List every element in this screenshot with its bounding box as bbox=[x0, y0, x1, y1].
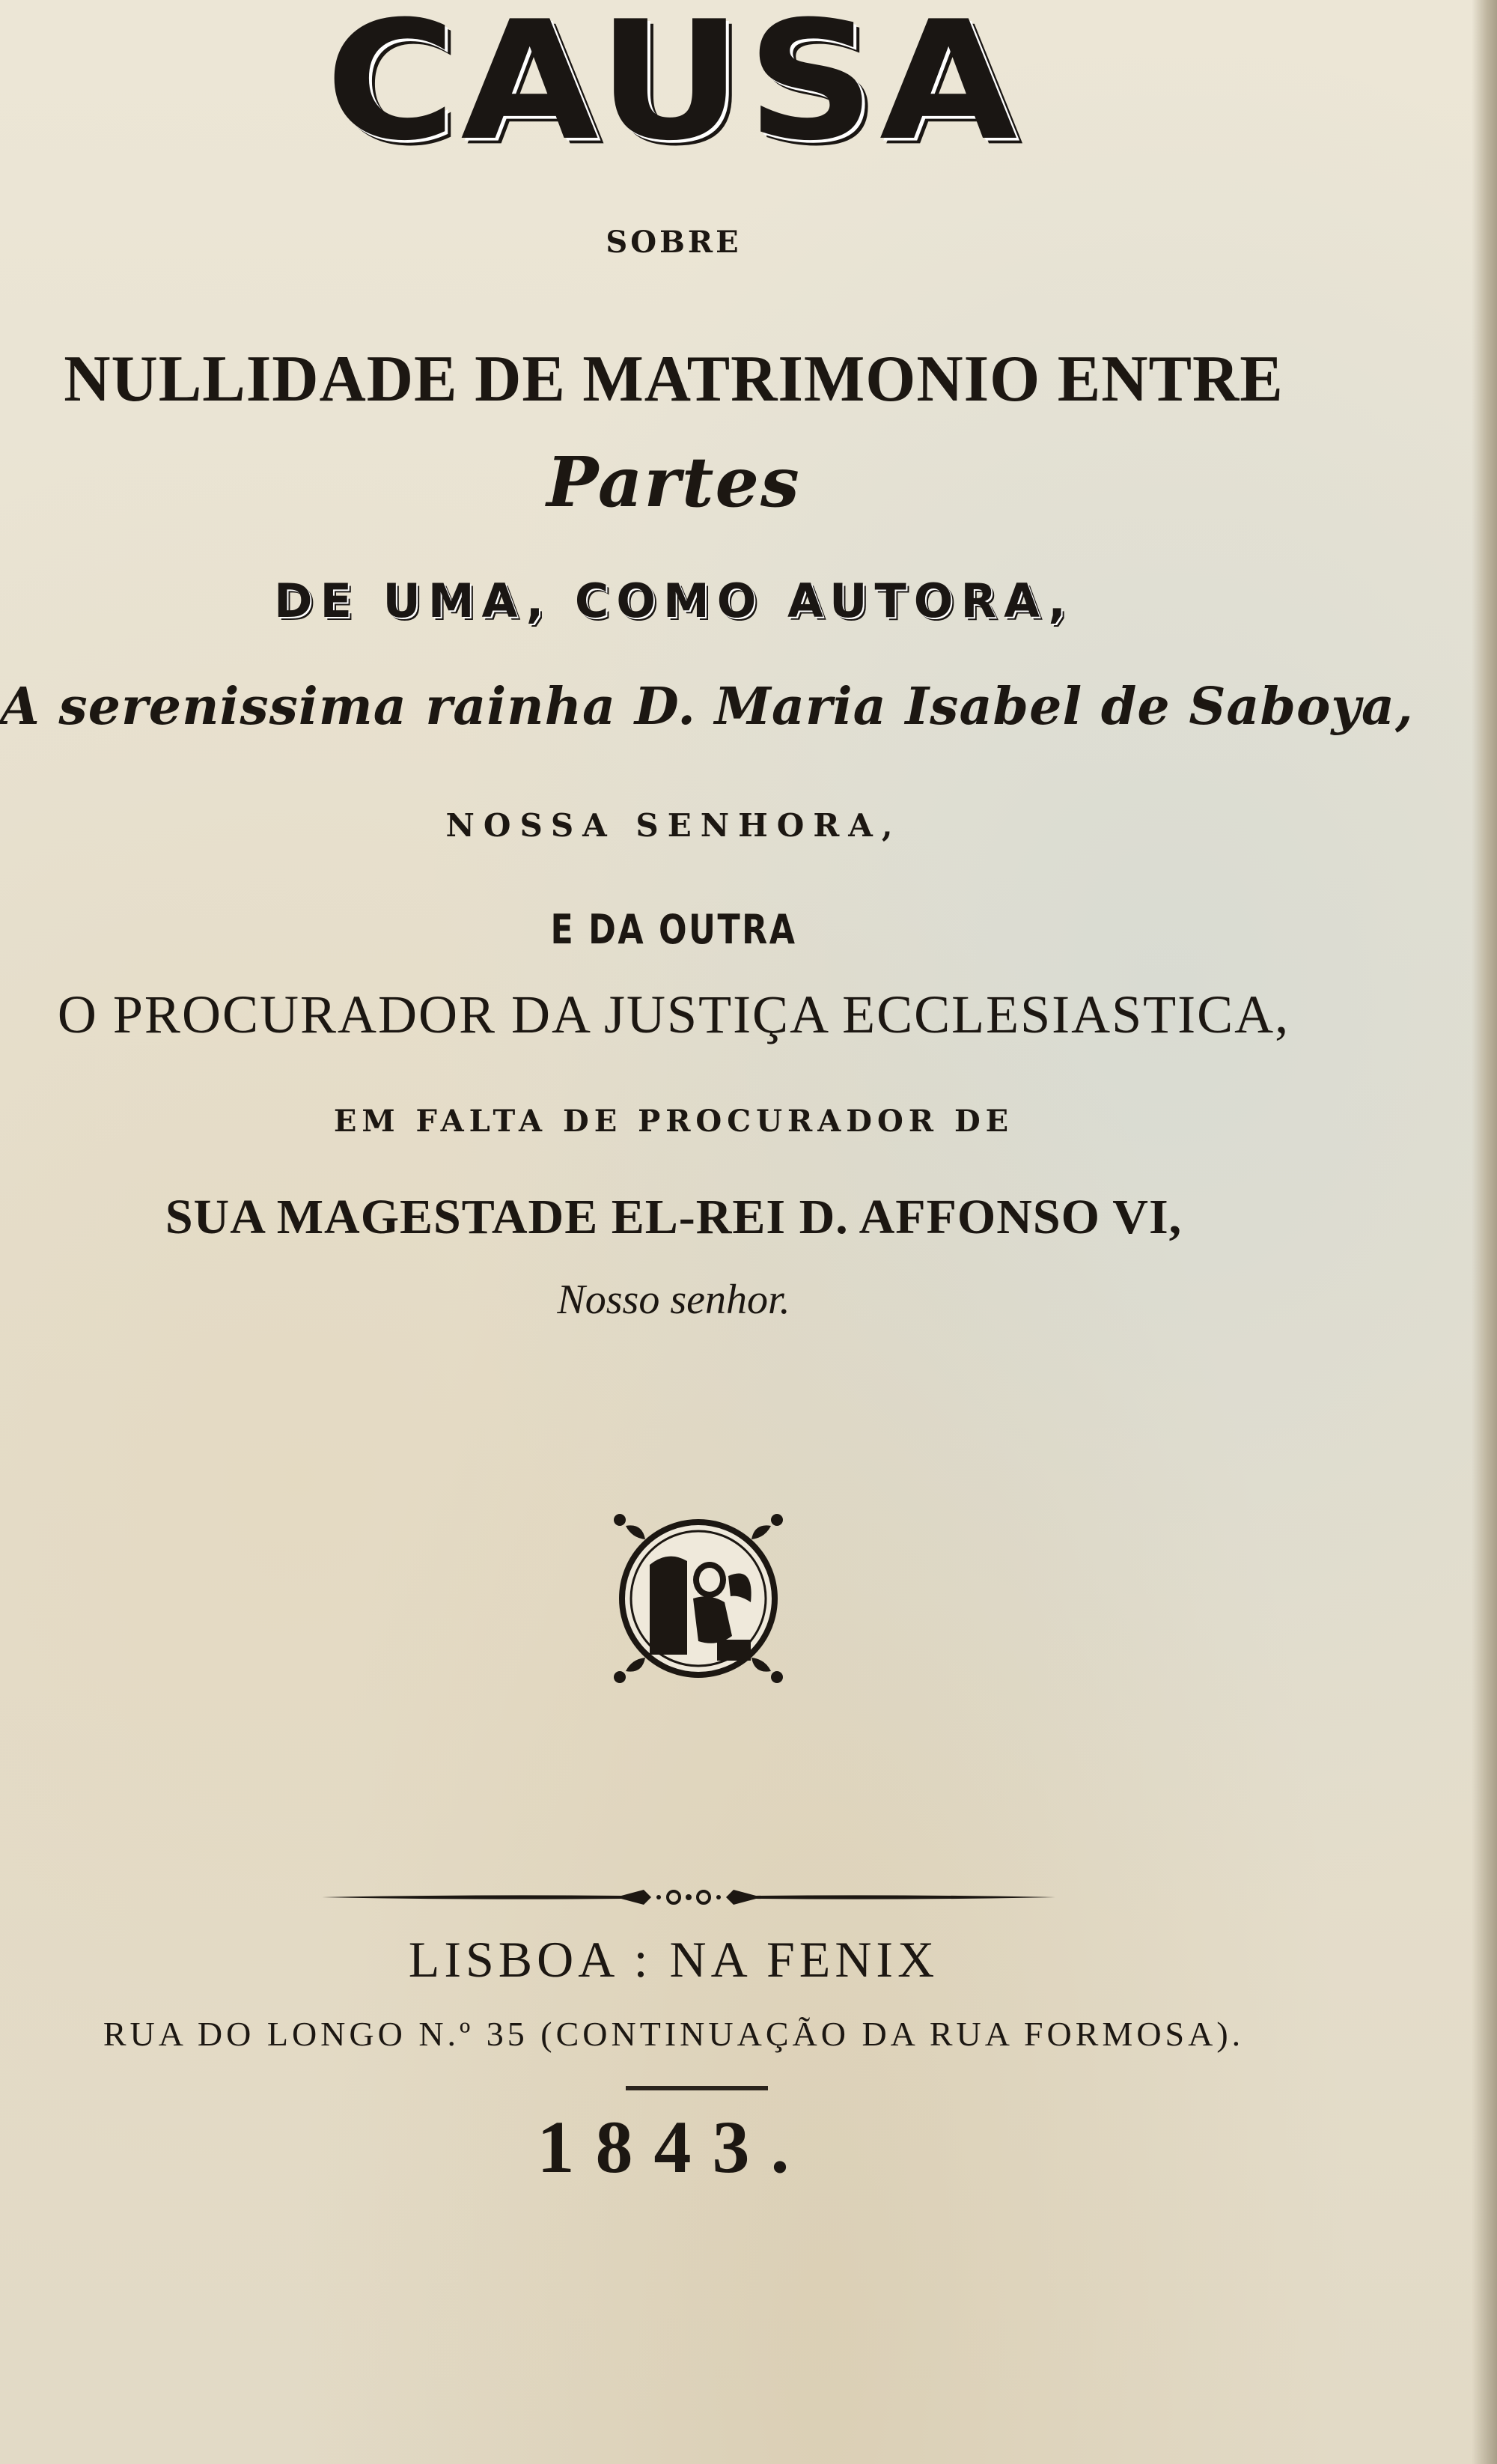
line-procurador: O PROCURADOR DA JUSTIÇA ECCLESIASTICA, bbox=[57, 985, 1290, 1044]
cherub-vignette-icon bbox=[605, 1505, 792, 1692]
line-nossa-senhora: NOSSA SENHORA, bbox=[445, 807, 902, 844]
short-rule bbox=[626, 2086, 768, 2090]
line-sua-magestade: SUA MAGESTADE EL-REI D. AFFONSO VI, bbox=[165, 1190, 1183, 1244]
page-edge bbox=[1472, 0, 1497, 2464]
imprint-address: RUA DO LONGO N.º 35 (CONTINUAÇÃO DA RUA FORMOSA). bbox=[103, 2015, 1245, 2053]
ornamental-rule-icon bbox=[322, 1879, 1055, 1915]
imprint-year: 1843. bbox=[537, 2105, 811, 2188]
imprint-place: LISBOA : NA FENIX bbox=[408, 1931, 939, 1988]
subtitle-sobre: SOBRE bbox=[606, 225, 742, 260]
line-serenissima: A serenissima rainha D. Maria Isabel de Saboya, bbox=[0, 677, 1414, 737]
main-title: CAUSA bbox=[325, 0, 1022, 177]
heading-partes: Partes bbox=[546, 442, 801, 523]
heading-nullidade: NULLIDADE DE MATRIMONIO ENTRE bbox=[64, 343, 1284, 416]
line-de-uma: DE UMA, COMO AUTORA, bbox=[274, 574, 1073, 628]
line-nosso-senhor: Nosso senhor. bbox=[557, 1277, 790, 1323]
line-e-da-outra: E DA OUTRA bbox=[550, 906, 797, 953]
line-em-falta: EM FALTA DE PROCURADOR DE bbox=[333, 1104, 1014, 1139]
